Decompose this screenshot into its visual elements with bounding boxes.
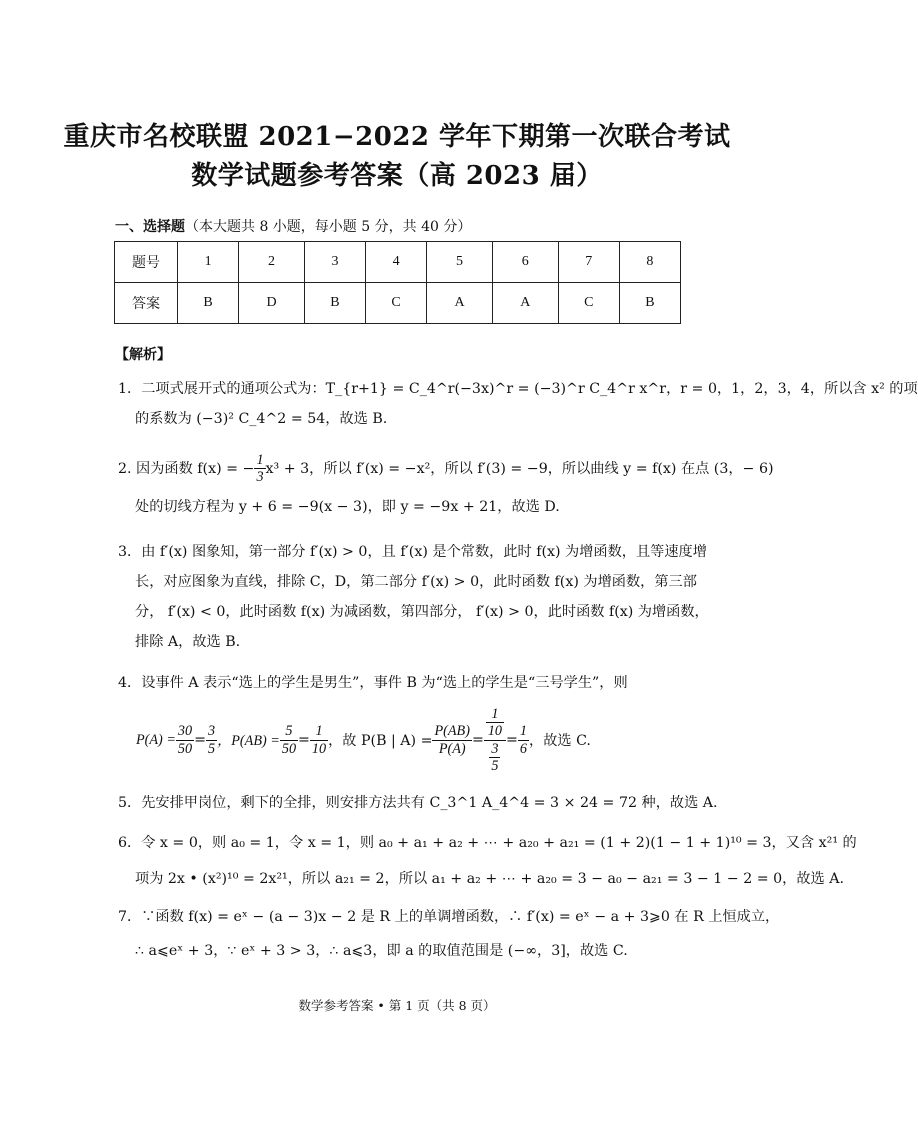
denominator: P(A) [438,740,466,757]
probability-formula [136,706,591,774]
solution-line: ∴ a⩽eˣ + 3，∵ eˣ + 3 > 3，∴ a⩽3，即 a 的取值范围是 (−∞，3]，故选 C. [135,943,628,959]
denominator: 5 [207,740,216,757]
table-cell: 8 [619,242,680,283]
numerator: 1 [519,723,527,740]
table-row [115,242,681,283]
fraction [518,723,529,757]
solution-5 [118,788,718,818]
equals-sign: = [194,732,206,749]
solution-line [118,452,774,486]
section-note: （本大题共 8 小题，每小题 5 分，共 40 分） [185,219,472,235]
solution-line: 6．令 x = 0，则 a₀ = 1，令 x = 1，则 a₀ + a₁ + a₂ + ⋯ + a₂₀ + a₂₁ = (1 + 2)(1 − 1 + 1)¹⁰ = 3，又含 x²¹ 的 [118,835,857,851]
compound-fraction [484,706,506,774]
denominator: 10 [311,740,327,757]
page-subtitle: 数学试题参考答案（高 2023 届） [191,161,603,191]
table-cell: 3 [304,242,365,283]
answer-table [114,241,681,324]
equals-sign: = [506,732,518,749]
denominator: 3 [256,469,264,486]
table-cell: A [492,283,558,324]
table-cell: 5 [427,242,493,283]
numerator [484,706,506,741]
table-cell: 7 [558,242,619,283]
numerator: 30 [177,723,193,740]
numerator: 3 [491,740,499,757]
denominator: 6 [519,740,527,757]
table-cell: 4 [366,242,427,283]
row-label: 题号 [115,242,178,283]
analysis-heading: 【解析】 [115,347,171,363]
denominator [484,741,506,775]
solution-line: 4．设事件 A 表示“选上的学生是男生”，事件 B 为“选上的学生是“三号学生”，则 [118,675,628,691]
solution-1 [118,374,918,434]
numerator: 3 [207,723,216,740]
denominator: 10 [487,723,503,740]
table-cell: B [304,283,365,324]
equals-sign: = [471,732,484,749]
table-cell: 2 [239,242,305,283]
formula-text: ，P(AB) = [217,733,280,750]
row-label: 答案 [115,283,178,324]
solution-line: 3．由 f′(x) 图象知，第一部分 f′(x) > 0，且 f′(x) 是个常数，此时 f(x) 为增函数，且等速度增 [118,544,707,560]
fraction [310,723,328,757]
solution-line: 长，对应图象为直线，排除 C，D，第二部分 f′(x) > 0，此时函数 f(x) 为增函数，第三部 [135,574,697,590]
table-cell: 1 [178,242,239,283]
equals-sign: = [298,732,310,749]
numerator: 1 [486,706,504,723]
section-title: 一、选择题 [115,219,185,235]
solution-line: 5．先安排甲岗位，剩下的全排，则安排方法共有 C_3^1 A_4^4 = 3 × 24 = 72 种，故选 A. [118,795,718,811]
section-heading [115,216,471,236]
table-cell: B [178,283,239,324]
table-row [115,283,681,324]
numerator: 5 [280,723,298,740]
solution-7 [118,902,780,966]
formula-text: P(A) = [136,731,176,748]
table-cell: D [239,283,305,324]
numerator: 1 [256,452,264,468]
solution-line: 处的切线方程为 y + 6 = −9(x − 3)，即 y = −9x + 21，故选 D. [135,499,560,515]
formula-text: ，故 P(B | A) = [328,733,433,750]
table-cell: B [619,283,680,324]
solution-line: 的系数为 (−3)² C_4^2 = 54，故选 B. [135,411,388,427]
solution-line: 排除 A，故选 B. [135,634,241,650]
solution-line: 7．∵函数 f(x) = eˣ − (a − 3)x − 2 是 R 上的单调增函数，∴ f′(x) = eˣ − a + 3⩾0 在 R 上恒成立， [118,909,780,925]
numerator: P(AB) [434,723,470,740]
page-title: 重庆市名校联盟 2021−2022 学年下期第一次联合考试 [63,122,731,152]
fraction [486,706,504,740]
formula-text: ，故选 C. [529,733,591,750]
denominator: 50 [177,740,193,757]
fraction [206,723,217,757]
table-cell: A [427,283,493,324]
solution-6 [118,828,857,894]
solution-2 [118,452,774,522]
fraction [176,723,194,757]
solution-line: 项为 2x • (x²)¹⁰ = 2x²¹，所以 a₂₁ = 2，所以 a₁ + a₂ + ⋯ + a₂₀ = 3 − a₀ − a₂₁ = 3 − 1 − 2 = 0，故选 A. [135,871,844,887]
table-cell: C [558,283,619,324]
table-cell: C [366,283,427,324]
numerator: 1 [310,723,328,740]
fraction [432,723,471,757]
denominator: 50 [281,740,297,757]
solution-line: 1．二项式展开式的通项公式为：T_{r+1} = C_4^r(−3x)^r = (−3)^r C_4^r x^r，r = 0，1，2，3，4，所以含 x² 的项 [118,381,918,397]
table-cell: 6 [492,242,558,283]
denominator: 5 [491,757,499,774]
page-footer: 数学参考答案 • 第 1 页（共 8 页） [298,998,496,1013]
fraction [254,452,265,486]
solution-text: x³ + 3，所以 f′(x) = −x²，所以 f′(3) = −9，所以曲线 y = f(x) 在点 (3，− 6) [265,460,774,477]
solution-text: 2. 因为函数 f(x) = − [118,460,255,477]
solution-line: 分， f′(x) < 0，此时函数 f(x) 为减函数，第四部分， f′(x) > 0，此时函数 f(x) 为增函数， [135,604,709,620]
fraction [280,723,298,757]
fraction [489,741,500,775]
solution-3 [118,537,709,657]
solution-4 [118,668,684,698]
